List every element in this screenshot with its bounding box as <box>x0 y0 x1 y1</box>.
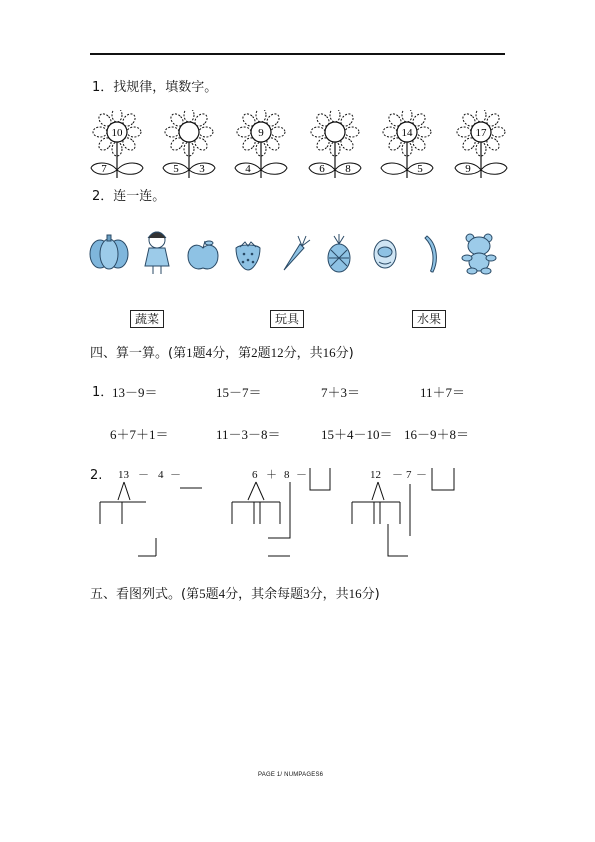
flower-6-top: 17 <box>475 127 487 139</box>
section5-t2: 分，其余每题 <box>225 587 304 602</box>
flower-5 <box>381 110 433 178</box>
flower-3-top: 9 <box>258 127 264 139</box>
flower-2 <box>163 110 215 178</box>
flower-2-left: 5 <box>173 163 179 175</box>
flower-4-left: 6 <box>319 163 325 175</box>
tree-1-a: 13 <box>118 469 129 481</box>
top-rule <box>90 53 505 55</box>
section4-p1: 4 <box>205 345 213 360</box>
flower-3 <box>235 110 287 178</box>
tree-1-op2: － <box>170 469 181 481</box>
section5-p3: 16 <box>348 586 362 601</box>
apple-icon <box>188 241 218 269</box>
tree-2-op2: － <box>296 469 307 481</box>
section4-t4: 分，共 <box>283 346 323 361</box>
flower-2-right: 3 <box>199 163 205 175</box>
label-toys: 玩具 <box>270 310 304 328</box>
section5-t3: 分，共 <box>309 587 349 602</box>
label-vegetables: 蔬菜 <box>130 310 164 328</box>
flower-4-right: 8 <box>345 163 351 175</box>
calc-2-1: 6＋7＋1＝ <box>110 427 169 442</box>
tree-3-b: 7 <box>406 469 412 481</box>
tree-3 <box>352 468 454 556</box>
section4-t1: 题 <box>192 346 206 361</box>
tree-1 <box>100 469 202 556</box>
number-trees <box>90 460 470 570</box>
section5-p1: 4 <box>218 586 226 601</box>
calc-1-3: 7＋3＝ <box>321 385 361 400</box>
calc-1-1: 13－9＝ <box>112 385 158 400</box>
calc-2-4: 16－9＋8＝ <box>404 427 470 442</box>
picture-row <box>85 228 510 278</box>
flower-5-right: 5 <box>417 163 423 175</box>
bean-icon <box>425 236 436 272</box>
section4-t2: 分，第 <box>212 346 252 361</box>
flower-3-left: 4 <box>245 163 251 175</box>
section4-t3: 题 <box>257 346 271 361</box>
section4-n2: 2 <box>251 345 258 360</box>
tree-2-a: 6 <box>252 469 258 481</box>
carrot-icon <box>284 236 310 270</box>
calc-q1-label: 1． <box>92 385 114 400</box>
flower-1-left: 7 <box>101 163 107 175</box>
label-fruits: 水果 <box>412 310 446 328</box>
pineapple-icon <box>328 234 350 272</box>
section5-p2: 3 <box>303 586 310 601</box>
tree-3-a: 12 <box>370 469 381 481</box>
q1-title: 1．找规律，填数字。 <box>92 80 218 95</box>
q2-title: 2．连一连。 <box>92 189 166 204</box>
section4-p3: 16 <box>322 345 336 360</box>
section4-heading <box>90 345 354 362</box>
calc-1-2: 15－7＝ <box>216 385 262 400</box>
strawberry-icon <box>236 242 260 270</box>
section4-n1: 1 <box>186 345 193 360</box>
calc-q2-label: 2. <box>90 468 103 483</box>
section5-t1: 题 <box>205 587 219 602</box>
calc-2-2: 11－3－8＝ <box>216 427 281 442</box>
flower-5-top: 14 <box>401 127 413 139</box>
tree-3-op2: － <box>416 469 427 481</box>
section5-heading <box>90 586 380 603</box>
tree-1-b: 4 <box>158 469 164 481</box>
calc-1-4: 11＋7＝ <box>420 385 466 400</box>
calc-2-3: 15＋4－10＝ <box>321 427 393 442</box>
pumpkin-icon <box>90 235 128 269</box>
teddy-bear-icon <box>462 234 496 274</box>
doll-icon <box>145 232 169 274</box>
tree-2-b: 8 <box>284 469 290 481</box>
section5-heading-lead: 五、看图列式。(第 <box>90 587 200 602</box>
flower-4 <box>309 110 361 178</box>
flower-6-left: 9 <box>465 163 471 175</box>
section4-t5: 分) <box>335 346 354 361</box>
section5-t4: 分) <box>361 587 380 602</box>
page-footer: PAGE 1/ NUMPAGES6 <box>258 772 324 778</box>
tree-3-op1: － <box>392 469 403 481</box>
flower-6 <box>455 110 507 178</box>
tree-2-op1: ＋ <box>266 469 277 481</box>
section4-p2: 12 <box>270 345 284 360</box>
flower-row <box>85 110 525 185</box>
flower-1 <box>91 110 143 178</box>
section4-heading-lead: 四、算一算。(第 <box>90 346 187 361</box>
tree-2 <box>232 468 330 556</box>
toy-fish-icon <box>374 240 396 268</box>
section5-n1: 5 <box>199 586 206 601</box>
flower-1-top: 10 <box>111 127 123 139</box>
tree-1-op1: － <box>138 469 149 481</box>
